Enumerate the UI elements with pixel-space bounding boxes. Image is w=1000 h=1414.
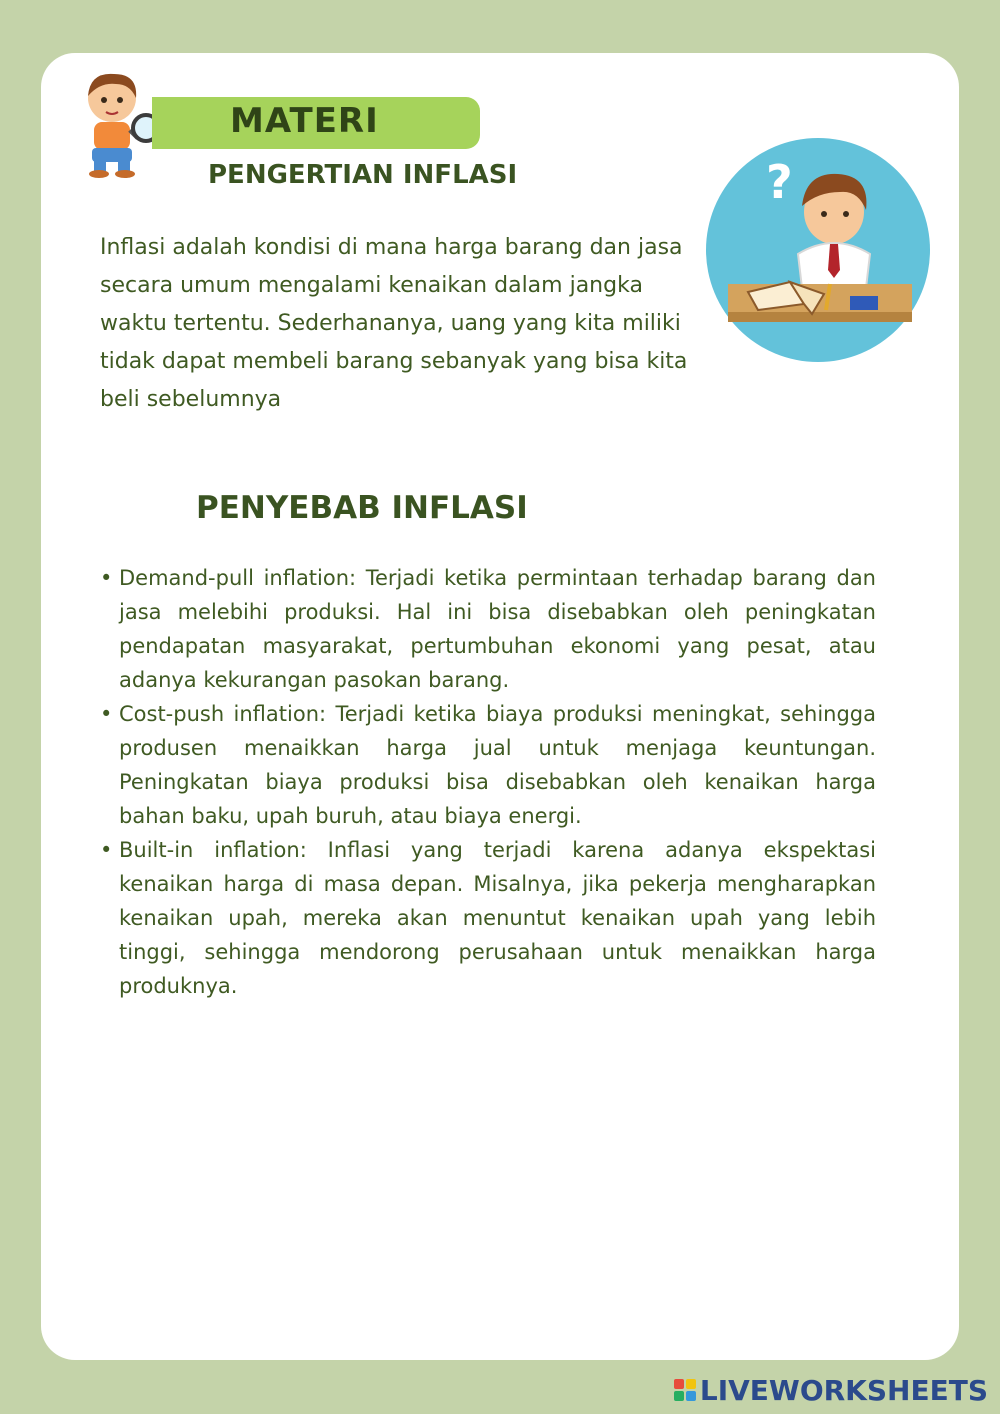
- bullet-icon: •: [100, 566, 113, 590]
- svg-text:?: ?: [766, 155, 793, 209]
- list-item: [100, 833, 876, 1003]
- list-item: [100, 561, 876, 697]
- cause-text: Demand-pull inflation: Terjadi ketika permintaan terhadap barang dan jasa melebihi produksi. Hal ini bisa disebabkan oleh peningkatan pendapatan masyarakat, pertumbuhan ekonomi yang pesat, atau adanya kekurangan pasokan barang.: [119, 566, 876, 692]
- student-thinking-icon: [694, 132, 944, 368]
- logo-text: LIVEWORKSHEETS: [699, 1373, 988, 1407]
- intro-paragraph: Inflasi adalah kondisi di mana harga barang dan jasa secara umum mengalami kenaikan dalam jangka waktu tertentu. Sederhananya, uang yang kita miliki tidak dapat membeli barang sebanyak yang bisa kita beli sebelumnya: [100, 235, 688, 412]
- cause-text: Built-in inflation: Inflasi yang terjadi karena adanya ekspektasi kenaikan harga di masa depan. Misalnya, jika pekerja mengharapkan kenaikan upah, mereka akan menuntut kenaikan upah yang lebih tinggi, sehingga mendorong perusahaan untuk menaikkan harga produknya.: [119, 838, 876, 998]
- logo-blocks-icon: [674, 1379, 696, 1401]
- bullet-icon: •: [100, 838, 113, 862]
- cause-text: Cost-push inflation: Terjadi ketika biaya produksi meningkat, sehingga produsen menaikkan harga jual untuk menjaga keuntungan. Peningkatan biaya produksi bisa disebabkan oleh kenaikan harga bahan baku, upah buruh, atau biaya energi.: [119, 702, 876, 828]
- liveworksheets-logo[interactable]: [674, 1370, 988, 1410]
- kid-magnifier-icon: [72, 68, 164, 178]
- causes-heading: PENYEBAB INFLASI: [196, 490, 528, 526]
- materi-title: MATERI: [230, 101, 379, 141]
- bullet-icon: •: [100, 702, 113, 726]
- causes-list: [100, 561, 876, 1003]
- subtitle-pengertian: PENGERTIAN INFLASI: [208, 160, 518, 190]
- list-item: [100, 697, 876, 833]
